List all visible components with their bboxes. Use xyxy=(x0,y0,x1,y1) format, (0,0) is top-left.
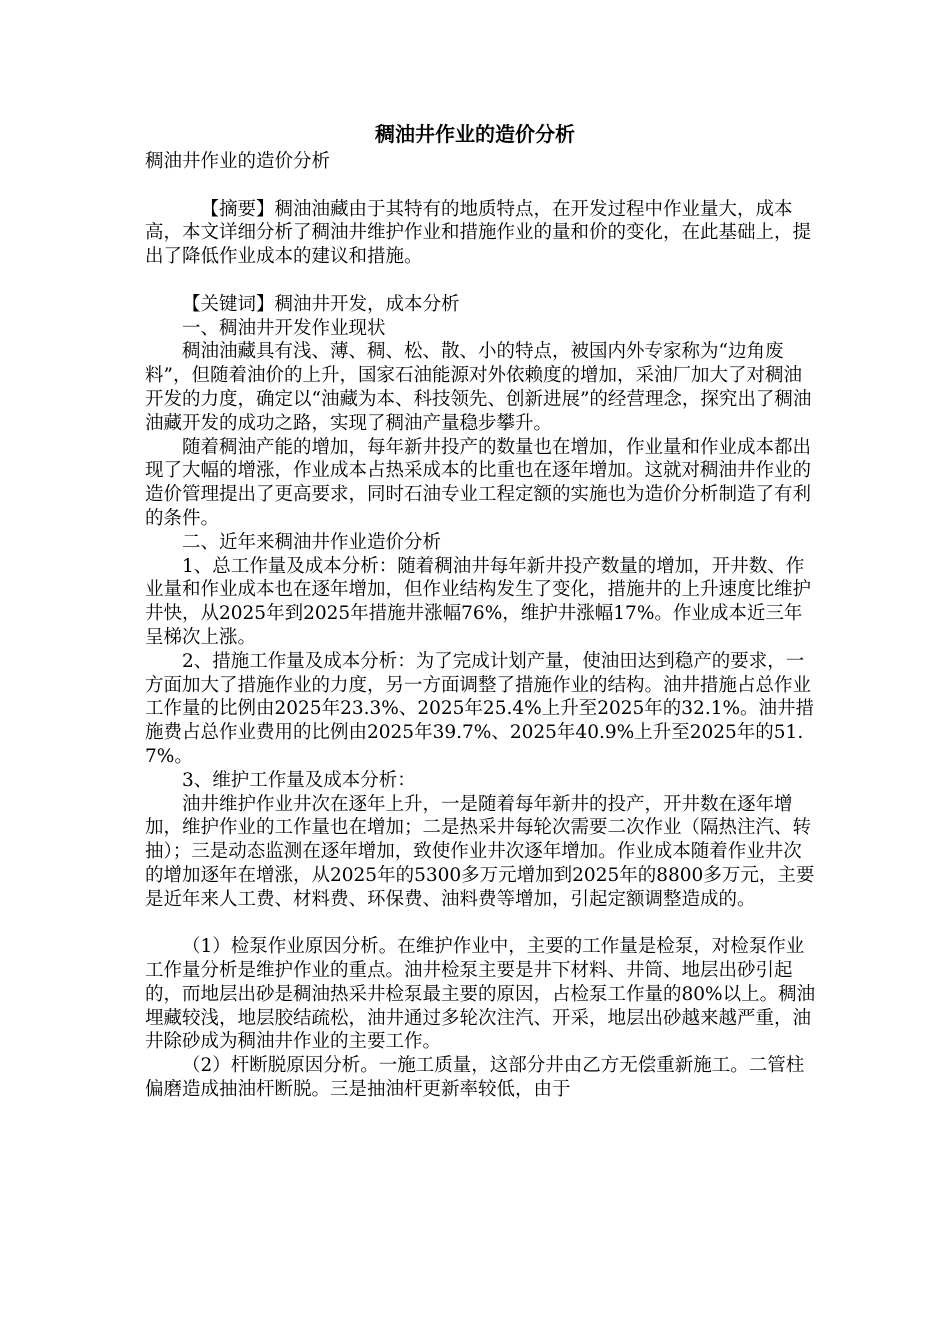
blank-line xyxy=(145,174,820,198)
body-paragraph: （1）检泵作业原因分析。在维护作业中，主要的工作量是检泵，对检泵作业工作量分析是维护作业的重点。油井检泵主要是井下材料、井筒、地层出砂引起的，而地层出砂是稠油热采井检泵最主要的原因，占检泵工作量的80%以上。稠油埋藏较浅，地层胶结疏松，油井通过多轮次注汽、开采，地层出砂越来越严重，油井除砂成为稠油井作业的主要工作。 xyxy=(145,936,816,1053)
body-paragraph: 油井维护作业井次在逐年上升，一是随着每年新井的投产，开井数在逐年增加，维护作业的工作量也在增加；二是热采井每轮次需要二次作业（隔热注汽、转抽）；三是动态监测在逐年增加，致使作业井次逐年增加。作业成本随着作业井次的增加逐年在增涨，从2025年的5300多万元增加到2025年的8800多万元，主要是近年来人工费、材料费、环保费、油料费等增加，引起定额调整造成的。 xyxy=(145,793,815,910)
section-heading-2: 二、近年来稠油井作业造价分析 xyxy=(182,531,442,553)
subsection-heading: 3、维护工作量及成本分析： xyxy=(182,769,416,791)
keywords-paragraph: 【关键词】稠油井开发，成本分析 xyxy=(182,293,460,315)
body-paragraph: 随着稠油产能的增加，每年新井投产的数量也在增加，作业量和作业成本都出现了大幅的增涨，作业成本占热采成本的比重也在逐年增加。这就对稠油井作业的造价管理提出了更高要求，同时石油专业工程定额的实施也为造价分析制造了有利的条件。 xyxy=(145,436,812,529)
document-title: 稠油井作业的造价分析 xyxy=(375,122,575,146)
body-paragraph: 2、措施工作量及成本分析：为了完成计划产量，使油田达到稳产的要求，一方面加大了措施作业的力度，另一方面调整了措施作业的结构。油井措施占总作业工作量的比例由2025年23.3%、2025年25.4%上升至2025年的32.1%。油井措施费占总作业费用的比例由2025年39.7%、2025年40.9%上升至2025年的51.7%。 xyxy=(145,650,815,767)
subtitle-line: 稠油井作业的造价分析 xyxy=(145,151,331,172)
abstract-paragraph: 【摘要】稠油油藏由于其特有的地质特点，在开发过程中作业量大，成本高，本文详细分析了稠油井维护作业和措施作业的量和价的变化，在此基础上，提出了降低作业成本的建议和措施。 xyxy=(145,198,812,268)
body-paragraph: 稠油油藏具有浅、薄、稠、松、散、小的特点，被国内外专家称为“边角废料”，但随着油价的上升，国家石油能源对外依赖度的增加，采油厂加大了对稠油开发的力度，确定以“油藏为本、科技领先、创新进展”的经营理念，探究出了稠油油藏开发的成功之路，实现了稠油产量稳步攀升。 xyxy=(145,341,812,434)
blank-line xyxy=(145,912,820,936)
section-heading-1: 一、稠油井开发作业现状 xyxy=(182,317,386,339)
blank-line xyxy=(145,269,820,293)
document-body xyxy=(145,150,820,1102)
body-paragraph: （2）杆断脱原因分析。一施工质量，这部分井由乙方无偿重新施工。二管柱偏磨造成抽油杆断脱。三是抽油杆更新率较低，由于 xyxy=(145,1055,805,1101)
body-paragraph: 1、总工作量及成本分析：随着稠油井每年新井投产数量的增加，开井数、作业量和作业成本也在逐年增加，但作业结构发生了变化，措施井的上升速度比维护井快，从2025年到2025年措施井涨幅76%，维护井涨幅17%。作业成本近三年呈梯次上涨。 xyxy=(145,555,812,648)
